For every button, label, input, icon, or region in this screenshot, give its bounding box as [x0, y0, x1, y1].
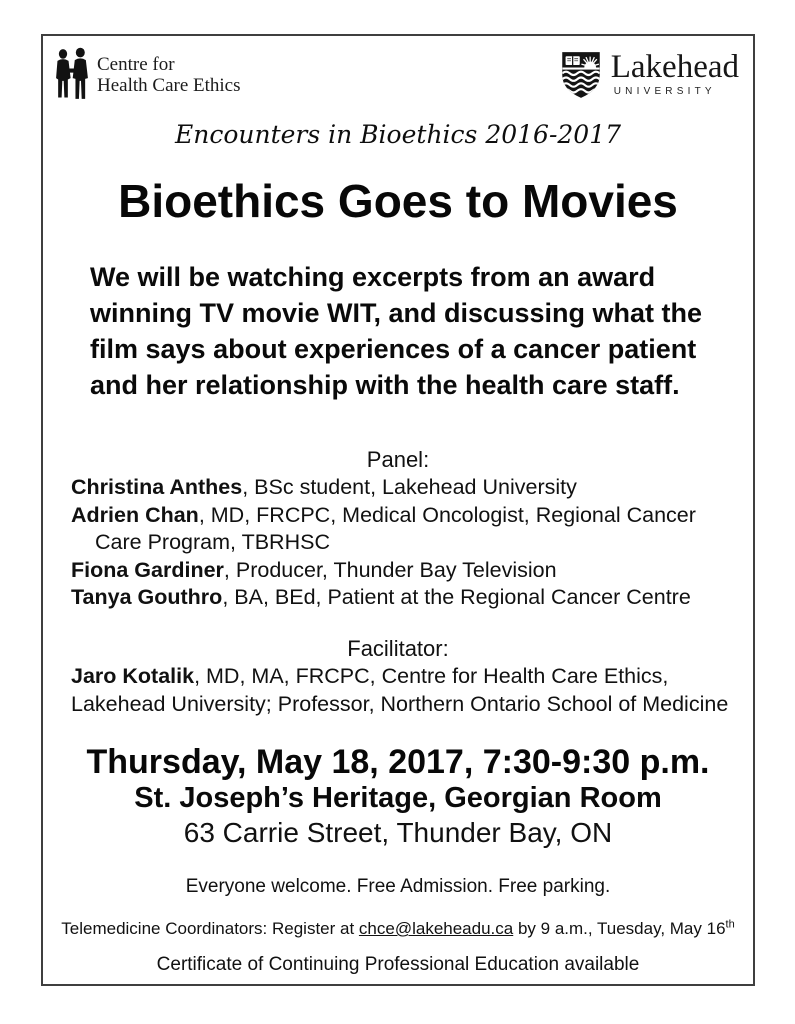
- chce-logo: [54, 46, 241, 102]
- lakehead-logo: [560, 50, 739, 100]
- telemedicine-suffix: by 9 a.m., Tuesday, May 16: [513, 919, 726, 939]
- lakehead-name: Lakehead: [610, 49, 739, 85]
- panel-member: [71, 474, 745, 502]
- event-venue: St. Joseph’s Heritage, Georgian Room: [134, 782, 662, 815]
- header: [43, 36, 753, 112]
- facilitator-name: Jaro Kotalik: [71, 663, 195, 688]
- telemedicine-superscript: th: [725, 918, 735, 931]
- panel-member-details: , BA, BEd, Patient at the Regional Cancer Centre: [222, 585, 691, 610]
- lakehead-university-label: UNIVERSITY: [613, 86, 716, 97]
- panel-list: [71, 474, 745, 612]
- chce-logo-text: [97, 54, 241, 96]
- panel-member-details: , BSc student, Lakehead University: [242, 475, 577, 499]
- panel-heading: Panel:: [366, 447, 430, 472]
- panel-member-name: Christina Anthes: [71, 475, 243, 499]
- description-line: winning TV movie WIT, and discussing what the: [90, 298, 703, 328]
- lakehead-wordmark: [611, 51, 739, 97]
- facilitator-line: [71, 663, 745, 691]
- panel-member: [71, 502, 745, 530]
- description-line: and her relationship with the health care staff.: [90, 370, 680, 400]
- event-address: 63 Carrie Street, Thunder Bay, ON: [183, 817, 613, 849]
- facilitator-line: Lakehead University; Professor, Northern Ontario School of Medicine: [71, 691, 729, 716]
- description-line: film says about experiences of a cancer patient: [90, 334, 697, 364]
- panel-member: [71, 557, 745, 585]
- panel-member: [71, 584, 745, 612]
- description: [90, 259, 735, 403]
- poster: [41, 34, 755, 986]
- registration-email-link[interactable]: chce@lakeheadu.ca: [358, 919, 514, 939]
- facilitator-heading: Facilitator:: [347, 635, 449, 661]
- panel-member-name: Adrien Chan: [71, 502, 199, 527]
- description-line: We will be watching excerpts from an award: [90, 262, 656, 292]
- telemedicine-line: [43, 917, 753, 941]
- telemedicine-prefix: Telemedicine Coordinators: Register at: [61, 919, 359, 939]
- panel-member-continuation: Care Program, TBRHSC: [95, 530, 330, 555]
- series-title: Encounters in Bioethics 2016-2017: [174, 120, 622, 149]
- panel-member-name: Fiona Gardiner: [71, 557, 224, 582]
- chce-logo-line2: Health Care Ethics: [97, 75, 241, 96]
- certificate-line: Certificate of Continuing Professional Education available: [156, 954, 640, 976]
- people-silhouette-icon: [54, 46, 90, 102]
- page-title: Bioethics Goes to Movies: [118, 175, 678, 227]
- lakehead-shield-icon: [560, 50, 602, 100]
- event-datetime: Thursday, May 18, 2017, 7:30-9:30 p.m.: [86, 743, 710, 782]
- chce-logo-line1: Centre for: [97, 54, 175, 75]
- facilitator-block: [71, 663, 745, 718]
- panel-member-name: Tanya Gouthro: [71, 585, 223, 610]
- welcome-line: Everyone welcome. Free Admission. Free parking.: [185, 876, 611, 898]
- panel-member-details: , Producer, Thunder Bay Television: [223, 557, 557, 582]
- panel-member-details: , MD, FRCPC, Medical Oncologist, Regional Cancer: [198, 502, 696, 527]
- facilitator-details: , MD, MA, FRCPC, Centre for Health Care Ethics,: [194, 663, 669, 688]
